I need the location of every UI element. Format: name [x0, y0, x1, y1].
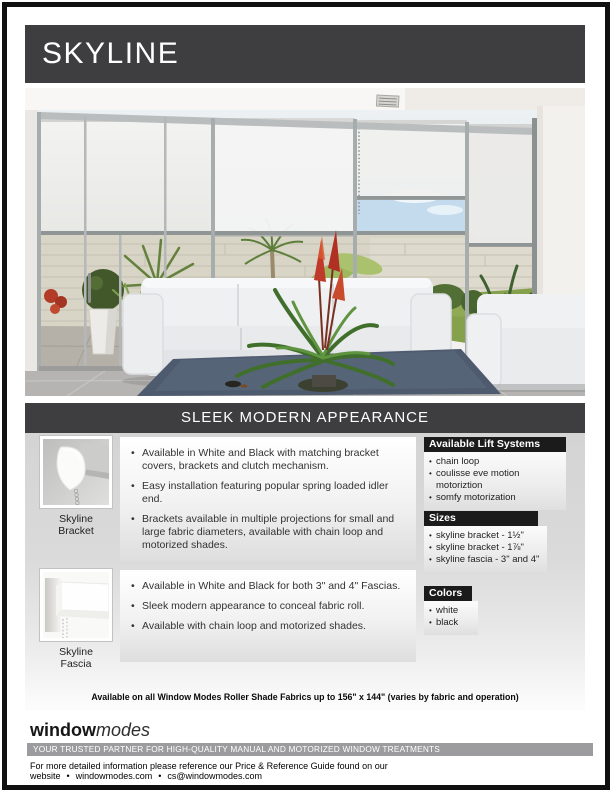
list-item: • chain loop: [428, 456, 562, 468]
bracket-illustration: [43, 439, 109, 505]
email-text: cs@windowmodes.com: [167, 771, 263, 781]
bullet-item: • Easy installation featuring popular spring loaded idler end.: [142, 480, 406, 506]
fascia-bullet-list: [120, 570, 416, 633]
sizes-box: [424, 511, 547, 572]
sizes-list: [424, 526, 547, 572]
bracket-figure-label: Skyline Bracket: [58, 513, 94, 537]
list-item: • skyline fascia - 3" and 4": [428, 554, 543, 566]
tagline-bar: [27, 743, 593, 756]
fascia-bullets-panel: [120, 570, 416, 662]
page-title: SKYLINE: [42, 37, 180, 70]
colors-title: Colors: [424, 586, 472, 601]
separator-bullet: •: [66, 771, 70, 781]
lift-systems-box: [424, 437, 566, 510]
bullet-item: • Available with chain loop and motorized shades.: [142, 620, 406, 633]
availability-note: Available on all Window Modes Roller Shade Fabrics up to 156" x 144" (varies by fabric and operation): [91, 692, 519, 702]
website-text: windowmodes.com: [75, 771, 153, 781]
list-item: • skyline bracket - 1⅞": [428, 542, 543, 554]
list-item: • coulisse eve motion motoriztion: [428, 468, 562, 492]
bracket-product-image: [40, 436, 112, 508]
colors-list: [424, 601, 478, 635]
bracket-bullets-panel: [120, 437, 416, 561]
contact-info-text: For more detailed information please reference our Price & Reference Guide found on our website: [30, 761, 388, 781]
fascia-figure: [40, 569, 112, 670]
fascia-illustration: [43, 572, 109, 638]
separator-bullet: •: [158, 771, 162, 781]
list-item: • black: [428, 617, 474, 629]
lift-systems-title: Available Lift Systems: [424, 437, 566, 452]
bracket-bullet-list: [120, 437, 416, 552]
bullet-item: • Sleek modern appearance to conceal fabric roll.: [142, 600, 406, 613]
living-room-illustration: [25, 88, 585, 396]
section-banner: [25, 403, 585, 433]
window-modes-logo: [30, 720, 150, 741]
contact-line: [30, 761, 612, 781]
hero-photo: [25, 88, 585, 396]
header-bar: [25, 25, 585, 83]
fascia-product-image: [40, 569, 112, 641]
bullet-item: • Available in White and Black for both 3" and 4" Fascias.: [142, 580, 406, 593]
bullet-item: • Available in White and Black with matching bracket covers, brackets and clutch mechanism.: [142, 447, 406, 473]
bullet-item: • Brackets available in multiple projections for small and large fabric diameters, available with chain loop and motorized shades.: [142, 513, 406, 552]
colors-box: [424, 586, 478, 635]
list-item: • skyline bracket - 1½": [428, 530, 543, 542]
list-item: • somfy motorization: [428, 492, 562, 504]
logo-italic: modes: [96, 720, 151, 740]
tagline-text: YOUR TRUSTED PARTNER FOR HIGH-QUALITY MANUAL AND MOTORIZED WINDOW TREATMENTS: [33, 744, 441, 754]
fascia-figure-label: Skyline Fascia: [59, 646, 93, 670]
bracket-figure: [40, 436, 112, 537]
list-item: • white: [428, 605, 474, 617]
sizes-title: Sizes: [424, 511, 538, 526]
banner-text: SLEEK MODERN APPEARANCE: [180, 409, 430, 426]
lift-systems-list: [424, 452, 566, 510]
logo-bold: window: [30, 720, 96, 740]
